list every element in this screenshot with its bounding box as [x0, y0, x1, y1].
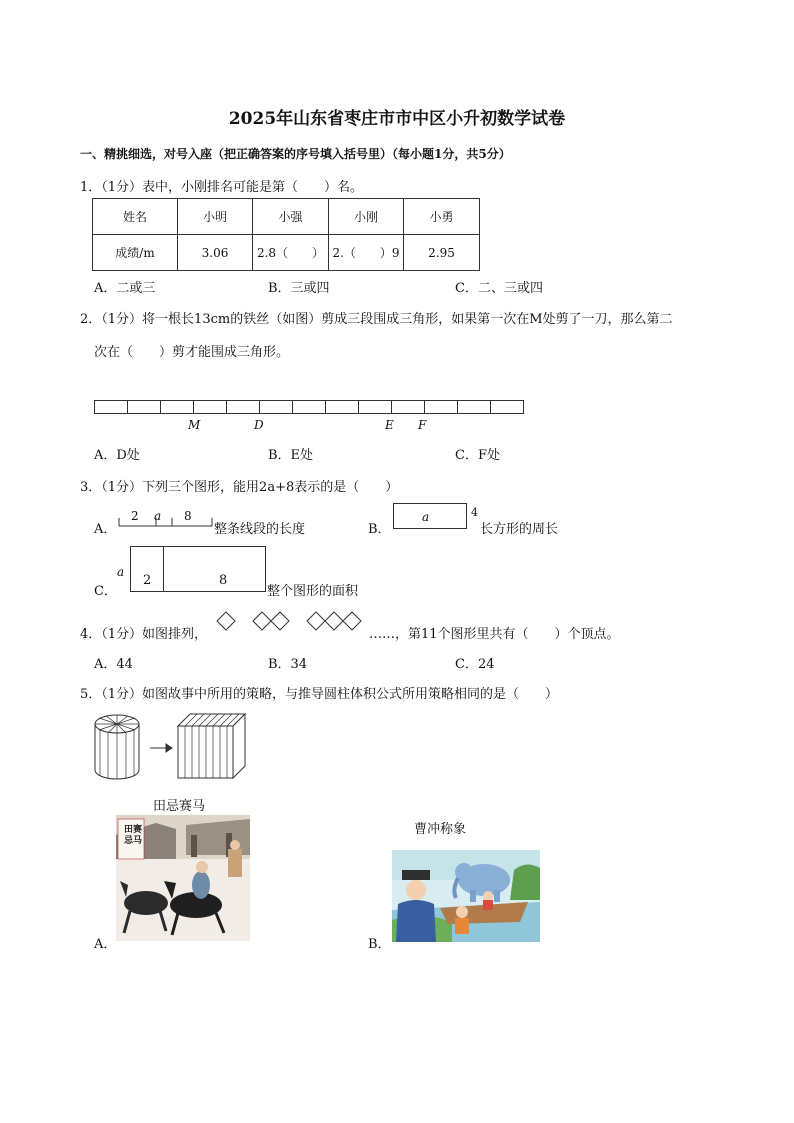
q3-option-c-prefix: C．	[94, 584, 117, 599]
q4-option-a: A．44	[94, 657, 133, 672]
question-4-stem-prefix: 4．（1分）如图排列，	[80, 627, 208, 642]
q3-option-c-text: 整个图形的面积	[267, 584, 359, 599]
label-m: M	[188, 418, 201, 432]
table-cell: 2.（ ）9	[329, 235, 404, 271]
diamond-shape	[271, 612, 289, 630]
q5-option-a: A．	[94, 937, 117, 952]
wire-segment	[292, 400, 325, 414]
question-5-stem: 5．（1分）如图故事中所用的策略，与推导圆柱体积公式所用策略相同的是（ ）	[80, 687, 559, 702]
wire-segment	[259, 400, 292, 414]
rectangle-length-label: a	[422, 510, 430, 524]
table-cell: 小强	[253, 199, 329, 235]
wire-segment	[457, 400, 490, 414]
diamond-shape	[217, 612, 235, 630]
svg-text:田: 田	[124, 825, 134, 835]
diamond-shape	[343, 612, 361, 630]
table-row	[93, 199, 480, 235]
diamond-pattern	[214, 610, 370, 632]
q3-option-a-text: 整条线段的长度	[214, 522, 306, 537]
q4-option-b: B．34	[268, 657, 308, 672]
wire-segment	[325, 400, 358, 414]
diamond-shape	[325, 612, 343, 630]
q1-option-c: C．二、三或四	[455, 281, 543, 296]
cylinder-to-prism-diagram	[90, 706, 250, 782]
wire-segment	[226, 400, 259, 414]
q4-option-c: C．24	[455, 657, 495, 672]
label-d: D	[254, 418, 264, 432]
wire-segment	[127, 400, 160, 414]
wire-segment	[358, 400, 391, 414]
table-cell: 小刚	[329, 199, 404, 235]
tian-ji-horse-race-illustration	[116, 815, 250, 941]
wire-diagram	[94, 400, 524, 414]
diamond-shape	[307, 612, 325, 630]
label-e: E	[385, 418, 394, 432]
wire-segment	[193, 400, 226, 414]
diamond-shape	[253, 612, 271, 630]
wire-segment	[94, 400, 127, 414]
question-1-stem: 1．（1分）表中，小刚排名可能是第（ ）名。	[80, 180, 364, 195]
area-part-8: 8	[219, 573, 228, 588]
svg-text:赛: 赛	[133, 825, 143, 835]
segment-part-2: 2	[131, 509, 139, 523]
q1-option-a: A．二或三	[94, 281, 156, 296]
q3-option-b-prefix: B．	[368, 522, 391, 537]
segment-part-8: 8	[184, 509, 192, 523]
table-cell: 姓名	[93, 199, 178, 235]
table-cell: 成绩/m	[93, 235, 178, 271]
question-2-stem: 2．（1分）将一根长13cm的铁丝（如图）剪成三段围成三角形，如果第一次在M处剪了一刀，那么第二	[80, 312, 673, 327]
table-cell: 3.06	[178, 235, 253, 271]
q2-option-b: B．E处	[268, 448, 314, 463]
section-heading: 一、精挑细选，对号入座（把正确答案的序号填入括号里）（每小题1分，共5分）	[80, 147, 511, 161]
wire-segment	[391, 400, 424, 414]
q2-option-a: A．D处	[94, 448, 140, 463]
score-table	[92, 198, 480, 271]
question-3-stem: 3．（1分）下列三个图形，能用2a+8表示的是（ ）	[80, 480, 399, 495]
table-cell: 2.8（ ）	[253, 235, 329, 271]
table-cell: 2.95	[404, 235, 480, 271]
area-part-2: 2	[143, 573, 152, 588]
wire-segment	[490, 400, 524, 414]
table-row	[93, 235, 480, 271]
q5-option-b: B．	[368, 937, 391, 952]
svg-text:马: 马	[133, 836, 143, 846]
wire-segment	[160, 400, 193, 414]
table-cell: 小明	[178, 199, 253, 235]
svg-text:忌: 忌	[124, 836, 134, 846]
question-2-stem-cont: 次在（ ）剪才能围成三角形。	[94, 345, 290, 360]
q3-option-a-prefix: A．	[94, 522, 117, 537]
page-title: 2025年山东省枣庄市市中区小升初数学试卷	[228, 109, 566, 129]
table-cell: 小勇	[404, 199, 480, 235]
question-4-stem-suffix: ……，第11个图形里共有（ ）个顶点。	[369, 627, 620, 642]
area-height-label: a	[117, 565, 125, 579]
area-divider	[163, 546, 164, 592]
label-f: F	[418, 418, 427, 432]
q2-option-c: C．F处	[455, 448, 500, 463]
segment-part-a: a	[154, 509, 162, 523]
q1-option-b: B．三或四	[268, 281, 330, 296]
rectangle-diagram	[393, 503, 467, 529]
wire-segment	[424, 400, 457, 414]
rectangle-width-label: 4	[471, 506, 478, 519]
cao-chong-weighs-elephant-illustration	[392, 850, 540, 942]
caption-b: 曹冲称象	[414, 822, 467, 837]
q3-option-b-text: 长方形的周长	[480, 522, 559, 537]
caption-a: 田忌赛马	[153, 799, 206, 814]
